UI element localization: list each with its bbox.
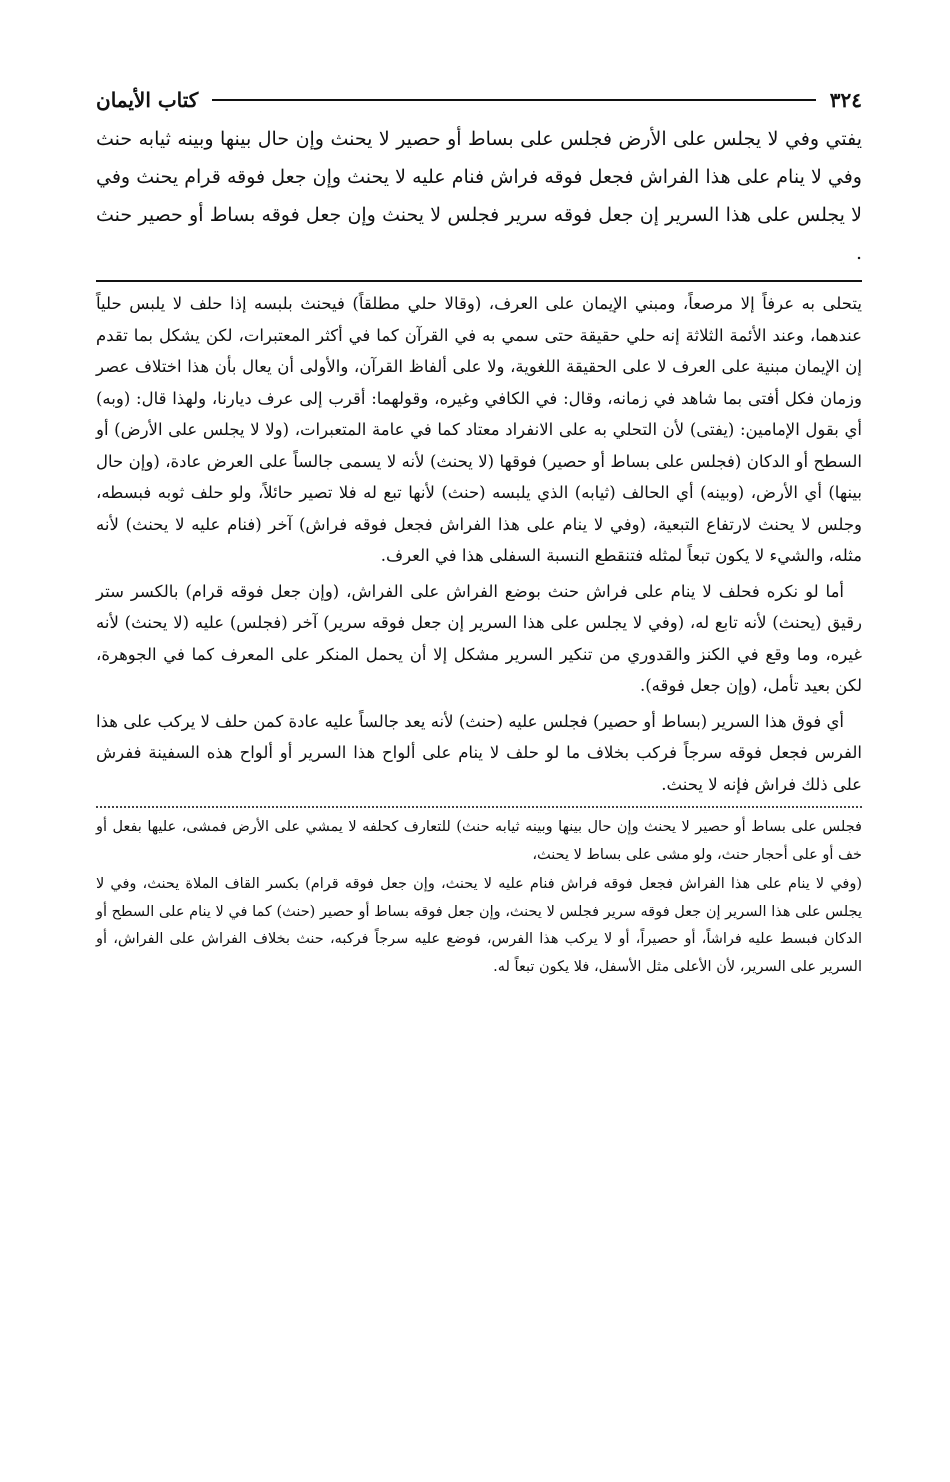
page (96, 80, 862, 981)
footnote-paragraph: فجلس على بساط أو حصير لا يحنث وإن حال بينها وبينه ثيابه حنث) للتعارف كحلفه لا يمشي على الأرض فمشى، عليها بفعل أو خف أو على أحجار حنث، ولو مشى على بساط لا يحنث، (96, 819, 862, 863)
book-title: كتاب الأيمان (96, 88, 199, 112)
commentary-paragraph: أي فوق هذا السرير (بساط أو حصير) فجلس عليه (حنث) لأنه يعد جالساً عليه عادة كمن حلف لا يركب على هذا الفرس فجعل فوقه سرجاً فركب بخلاف ما لو حلف لا ينام على ألواح هذا السرير أو ألواح هذه السفينة ففرش على ذلك فراش فإنه لا يحنث. (96, 711, 862, 794)
main-text-divider (96, 280, 862, 282)
commentary-paragraph: أما لو نكره فحلف لا ينام على فراش حنث بوضع الفراش على الفراش، (وإن جعل فوقه قرام) بالكسر ستر رقيق (يحنث) لأنه تابع له، (وفي لا يجلس على هذا السرير إن جعل فوقه سرير) آخر (فجلس) عليه (لا يحنث) لأنه غيره، وما وقع في الكنز والقدوري من تنكير السرير مشكل إلا أن يحمل المنكر على المعرف كما في الجوهرة، لكن بعيد تأمل، (وإن جعل فوقه). (96, 581, 862, 695)
page-number: ٣٢٤ (829, 88, 862, 112)
main-text (96, 120, 862, 272)
footnote-divider (96, 806, 862, 808)
main-text-paragraph: يفتي وفي لا يجلس على الأرض فجلس على بساط أو حصير لا يحنث وإن حال بينها وبينه ثيابه حنث وفي لا ينام على هذا الفراش فجعل فوقه فراش فنام عليه لا يحنث وإن جعل فوقه قرام يحنث وفي لا يجلس على هذا السرير إن جعل فوقه سرير فجلس لا يحنث وإن جعل فوقه بساط أو حصير حنث . (96, 128, 862, 264)
header-rule (212, 99, 815, 101)
running-header (96, 80, 862, 120)
footnotes (96, 814, 862, 981)
commentary (96, 288, 862, 800)
footnote-paragraph: (وفي لا ينام على هذا الفراش فجعل فوقه فراش فنام عليه لا يحنث، وإن جعل فوقه قرام) بكسر القاف الملاة يحنث، وفي لا يجلس على هذا السرير إن جعل فوقه سرير فجلس لا يحنث، وإن جعل فوقه بساط أو حصير (حنث) كما في لا ينام على السطح أو الدكان فبسط عليه فراشاً، أو حصيراً، أو لا يركب هذا الفرس، فوضع عليه سرجاً فركبه، حنث بخلاف الفراش على الفراش، أو السرير على السرير، لأن الأعلى مثل الأسفل، فلا يكون تبعاً له. (96, 876, 862, 975)
commentary-paragraph: يتحلى به عرفاً إلا مرصعاً، ومبني الإيمان على العرف، (وقالا حلي مطلقاً) فيحنث بلبسه إذا حلف لا يلبس حلياً عندهما، وعند الأئمة الثلاثة إنه حلي حقيقة حتى سمي به في القرآن كما في أكثر المعتبرات، لكن يشكل بما تقدم إن الإيمان مبنية على العرف لا على الحقيقة اللغوية، ولا على ألفاظ القرآن، والأولى أن يعال بأن هذا اختلاف عصر وزمان فكل أفتى بما شاهد في زمانه، وقال: في الكافي وغيره، وقولهما: أقرب إلى عرف ديارنا، ولهذا قال: (وبه) أي بقول الإمامين: (يفتى) لأن التحلي به على الانفراد معتاد كما في عامة المتعبرات، (ولا لا يجلس على الأرض) أو السطح أو الدكان (فجلس على بساط أو حصير) فوقها (لا يحنث) لأنه لا يسمى جالساً على العرض عادة، (وإن حال بينها) أي الأرض، (وبينه) أي الحالف (ثيابه) الذي يلبسه (حنث) لأنها تبع له فلا تصير حائلاً، ولو حلف ثوبه فبسطه، وجلس لا يحنث لارتفاع التبعية، (وفي لا ينام على هذا الفراش فجعل فوقه فراش) آخر (فنام عليه لا يحنث) لأنه مثله، والشيء لا يكون تبعاً لمثله فتنقطع النسبة السفلى هذا في العرف. (96, 294, 862, 565)
